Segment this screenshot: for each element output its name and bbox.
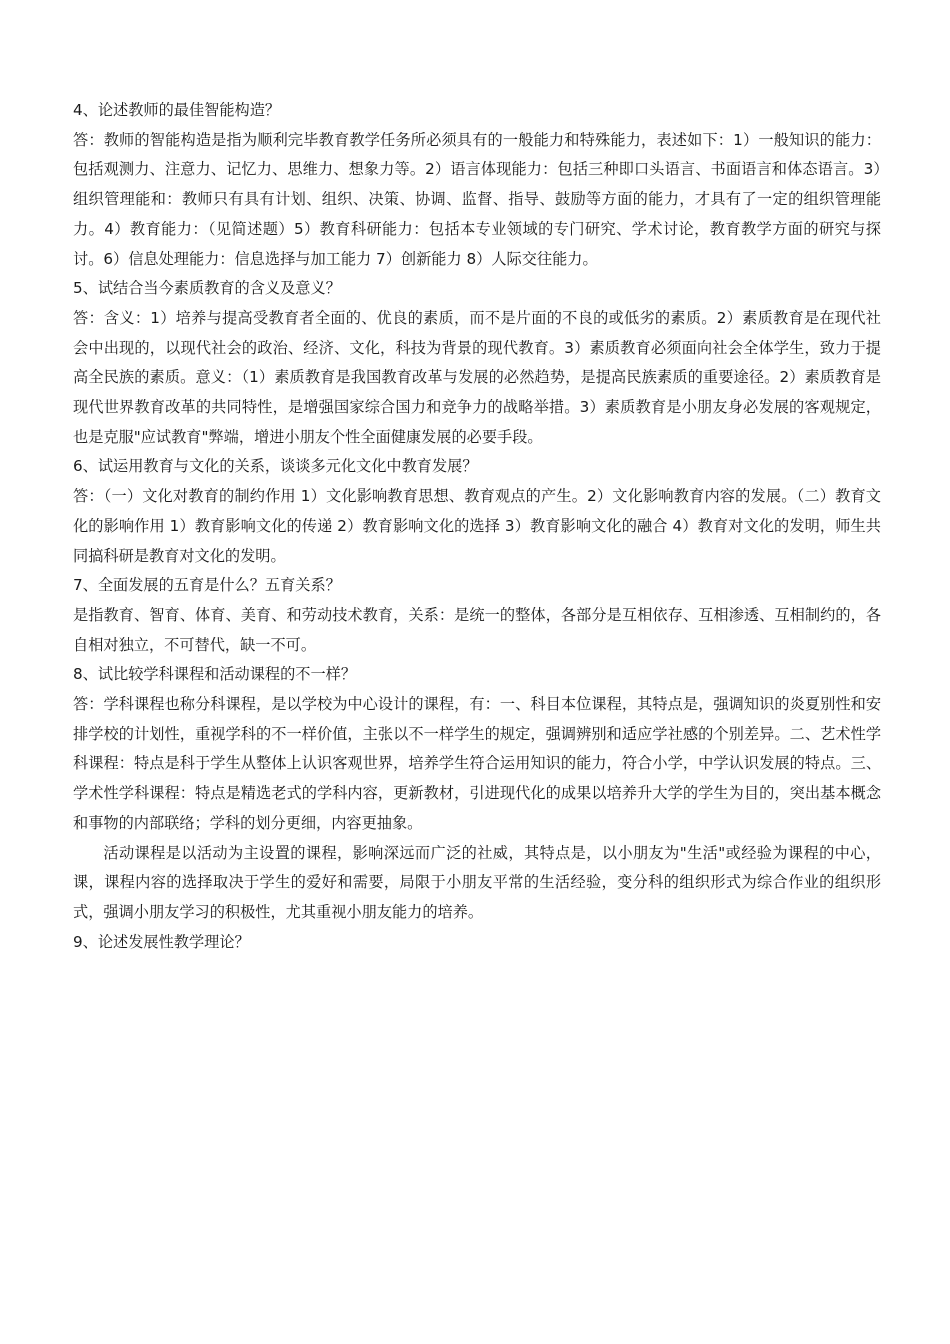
answer-paragraph: 答：（一）文化对教育的制约作用 1）文化影响教育思想、教育观点的产生。2）文化影响教育内容的发展。（二）教育文化的影响作用 1）教育影响文化的传递 2）教育影响文化的选择 3）教育影响文化的融合 4）教育对文化的发明，师生共同搞科研是教育对文化的发明。 (73, 487, 881, 565)
answer-paragraph: 是指教育、智育、体育、美育、和劳动技术教育，关系：是统一的整体，各部分是互相依存、互相渗透、互相制约的，各自相对独立，不可替代，缺一不可。 (73, 605, 881, 654)
question-heading: 5、试结合当今素质教育的含义及意义？ (73, 279, 341, 298)
answer-paragraph: 答：教师的智能构造是指为顺利完毕教育教学任务所必须具有的一般能力和特殊能力，表述如下：1）一般知识的能力：包括观测力、注意力、记忆力、思维力、想象力等。2）语言体现能力：包括三种即口头语言、书面语言和体态语言。3）组织管理能和：教师只有具有计划、组织、决策、协调、监督、指导、鼓励等方面的能力，才具有了一定的组织管理能力。4）教育能力：（见简述题）5）教育科研能力：包括本专业领域的专门研究、学术讨论，教育教学方面的研究与探讨。6）信息处理能力：信息选择与加工能力 7）创新能力 8）人际交往能力。 (73, 130, 881, 268)
question-heading: 8、试比较学科课程和活动课程的不一样？ (73, 665, 357, 684)
answer-paragraph-continued: 活动课程是以活动为主设置的课程，影响深远而广泛的社威，其特点是，以小朋友为"生活"或经验为课程的中心，课，课程内容的选择取决于学生的爱好和需要，局限于小朋友平常的生活经验，变分科的组织形式为综合作业的组织形式，强调小朋友学习的积极性，尤其重视小朋友能力的培养。 (73, 843, 881, 921)
answer-paragraph: 答：学科课程也称分科课程，是以学校为中心设计的课程，有：一、科目本位课程，其特点是，强调知识的炎夏别性和安排学校的计划性，重视学科的不一样价值，主张以不一样学生的规定，强调辨别和适应学社感的个别差异。二、艺术性学科课程：特点是科于学生从整体上认识客观世界，培养学生符合运用知识的能力，符合小学，中学认识发展的特点。三、学术性学科课程：特点是精选老式的学科内容，更新教材，引进现代化的成果以培养升大学的学生为目的，突出基本概念和事物的内部联络；学科的划分更细，内容更抽象。 (73, 695, 881, 832)
question-heading: 4、论述教师的最佳智能构造？ (73, 101, 281, 119)
answer-paragraph: 答：含义：1）培养与提高受教育者全面的、优良的素质，而不是片面的不良的或低劣的素质。2）素质教育是在现代社会中出现的，以现代社会的政治、经济、文化，科技为背景的现代教育。3）素质教育必须面向社会全体学生，致力于提高全民族的素质。意义：（1）素质教育是我国教育改革与发展的必然趋势，是提高民族素质的重要途径。2）素质教育是现代世界教育改革的共同特性，是增强国家综合国力和竞争力的战略举措。3）素质教育是小朋友身必发展的客观规定，也是克服"应试教育"弊端，增进小朋友个性全面健康发展的必要手段。 (73, 308, 881, 446)
question-heading: 9、论述发展性教学理论？ (73, 932, 250, 951)
document-page (73, 96, 881, 957)
question-heading: 7、全面发展的五育是什么？五育关系？ (73, 576, 341, 595)
question-heading: 6、试运用教育与文化的关系，谈谈多元化文化中教育发展？ (73, 457, 478, 476)
